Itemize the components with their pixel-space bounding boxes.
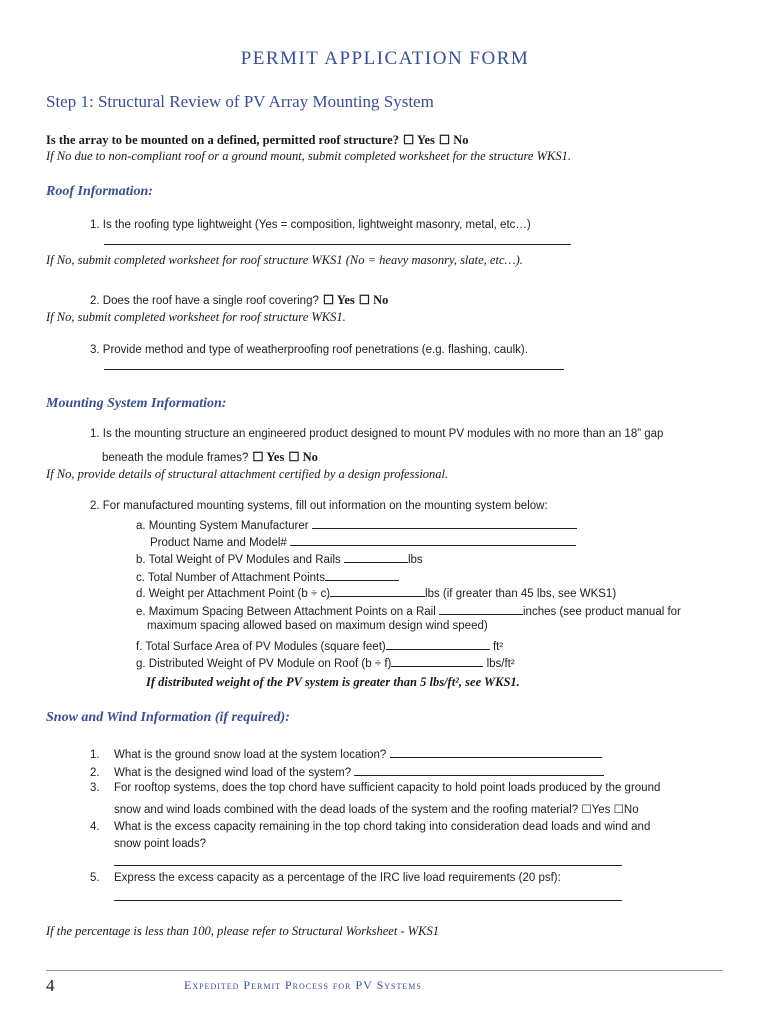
roof-q2-note: If No, submit completed worksheet for roof structure WKS1. [46, 310, 346, 324]
roof-q3: 3. Provide method and type of weatherproofing roof penetrations (e.g. flashing, caulk). [90, 344, 528, 356]
snow-item-3 [90, 782, 660, 794]
intro-question-row [46, 131, 469, 149]
mounting-item-b [136, 551, 423, 566]
final-note: If the percentage is less than 100, please refer to Structural Worksheet - WKS1 [46, 924, 439, 938]
roof-q1-note: If No, submit completed worksheet for roof structure WKS1 (No = heavy masonry, slate, etc…). [46, 253, 523, 267]
snow-item-2-text: What is the designed wind load of the system? [114, 767, 352, 779]
snow-item-5 [90, 872, 561, 884]
intro-no-checkbox[interactable]: ☐ No [438, 133, 469, 147]
roof-q2: 2. Does the roof have a single roof covering? [90, 295, 319, 307]
mounting-item-d [136, 585, 616, 600]
item-d-label: d. Weight per Attachment Point (b ÷ c) [136, 588, 331, 600]
intro-question: Is the array to be mounted on a defined, permitted roof structure? [46, 133, 399, 147]
snow-item-4-line2: snow point loads? [114, 838, 207, 850]
mounting-item-f [136, 638, 503, 653]
footer-title: Expedited Permit Process for PV Systems [184, 978, 422, 992]
item-g-field[interactable] [391, 655, 483, 667]
mounting-q1-yes-checkbox[interactable]: ☐ Yes [252, 450, 285, 464]
snow-item-3-yes-checkbox[interactable]: ☐Yes [581, 804, 611, 816]
roof-q1-answer-line[interactable] [104, 244, 571, 245]
snow-item-5-num: 5. [90, 872, 100, 884]
snow-item-1-num: 1. [90, 749, 100, 761]
item-a-field[interactable] [312, 517, 577, 529]
mounting-item-a [136, 517, 577, 532]
item-b-field[interactable] [344, 551, 408, 563]
item-a2-field[interactable] [290, 534, 576, 546]
snow-item-3-text: For rooftop systems, does the top chord have sufficient capacity to hold point loads produced by the ground [114, 782, 661, 794]
mounting-q1-note: If No, provide details of structural attachment certified by a design professional. [46, 467, 449, 481]
item-f-label: f. Total Surface Area of PV Modules (square feet) [136, 641, 386, 653]
roof-q2-row [90, 291, 388, 309]
snow-item-5-answer-line[interactable] [114, 900, 622, 901]
item-b-label: b. Total Weight of PV Modules and Rails [136, 554, 341, 566]
item-e-field[interactable] [439, 603, 523, 615]
mounting-item-g [136, 655, 515, 670]
mounting-q1-line1: 1. Is the mounting structure an engineered product designed to mount PV modules with no more than an 18” gap [90, 428, 664, 440]
item-e-label: e. Maximum Spacing Between Attachment Points on a Rail [136, 606, 436, 618]
snow-item-1-field[interactable] [390, 746, 602, 758]
mounting-q2: 2. For manufactured mounting systems, fill out information on the mounting system below: [90, 500, 548, 512]
item-g-label: g. Distributed Weight of PV Module on Roof (b ÷ f) [136, 658, 392, 670]
snow-item-4-answer-line[interactable] [114, 865, 622, 866]
item-c-label: c. Total Number of Attachment Points [136, 572, 325, 584]
snow-item-2-num: 2. [90, 767, 100, 779]
roof-heading: Roof Information: [46, 184, 153, 199]
roof-q1: 1. Is the roofing type lightweight (Yes = composition, lightweight masonry, metal, etc…) [90, 219, 531, 231]
snow-item-2-field[interactable] [354, 764, 604, 776]
snow-item-3-line2: snow and wind loads combined with the dead loads of the system and the roofing material? [114, 804, 579, 816]
snow-item-3-line2-row [114, 802, 639, 816]
item-d-unit: lbs (if greater than 45 lbs, see WKS1) [425, 588, 617, 600]
item-g-unit: lbs/ft² [486, 658, 515, 670]
intro-note: If No due to non-compliant roof or a ground mount, submit completed worksheet for the structure WKS1. [46, 149, 571, 163]
snow-item-4-num: 4. [90, 821, 100, 833]
mounting-q1-no-checkbox[interactable]: ☐ No [288, 450, 318, 464]
intro-yes-checkbox[interactable]: ☐ Yes [402, 133, 435, 147]
page-number: 4 [46, 976, 55, 995]
item-b-unit: lbs [407, 554, 423, 566]
item-c-field[interactable] [325, 569, 399, 581]
roof-q3-answer-line[interactable] [104, 369, 564, 370]
item-a2-label: Product Name and Model# [150, 537, 287, 549]
page-title: PERMIT APPLICATION FORM [240, 48, 530, 69]
snow-item-4-text: What is the excess capacity remaining in the top chord taking into consideration dead loads and wind and [114, 821, 651, 833]
roof-q2-yes-checkbox[interactable]: ☐ Yes [322, 293, 355, 307]
mounting-item-a2 [150, 534, 576, 549]
snow-item-1 [90, 746, 602, 761]
mounting-q1-row2 [102, 448, 318, 466]
item-f-unit: ft² [492, 641, 504, 653]
mounting-item-c [136, 569, 399, 584]
snow-item-3-no-checkbox[interactable]: ☐No [613, 804, 639, 816]
mounting-q1-line2: beneath the module frames? [102, 452, 249, 464]
snow-item-1-text: What is the ground snow load at the system location? [114, 749, 387, 761]
snow-heading: Snow and Wind Information (if required): [46, 710, 290, 725]
footer-divider [46, 970, 723, 971]
mounting-item-e [136, 603, 681, 618]
snow-item-4 [90, 821, 650, 833]
snow-item-2 [90, 764, 604, 779]
mounting-note: If distributed weight of the PV system is greater than 5 lbs/ft², see WKS1. [146, 675, 520, 689]
item-a-label: a. Mounting System Manufacturer [136, 520, 309, 532]
snow-item-3-num: 3. [90, 782, 100, 794]
step-heading: Step 1: Structural Review of PV Array Mounting System [46, 92, 434, 111]
item-d-field[interactable] [330, 585, 425, 597]
item-f-field[interactable] [386, 638, 490, 650]
roof-q2-no-checkbox[interactable]: ☐ No [358, 293, 389, 307]
snow-item-5-text: Express the excess capacity as a percentage of the IRC live load requirements (20 psf): [114, 872, 561, 884]
mounting-heading: Mounting System Information: [46, 396, 227, 411]
mounting-item-e-line2: maximum spacing allowed based on maximum design wind speed) [147, 620, 488, 632]
item-e-unit: inches (see product manual for [523, 606, 681, 618]
